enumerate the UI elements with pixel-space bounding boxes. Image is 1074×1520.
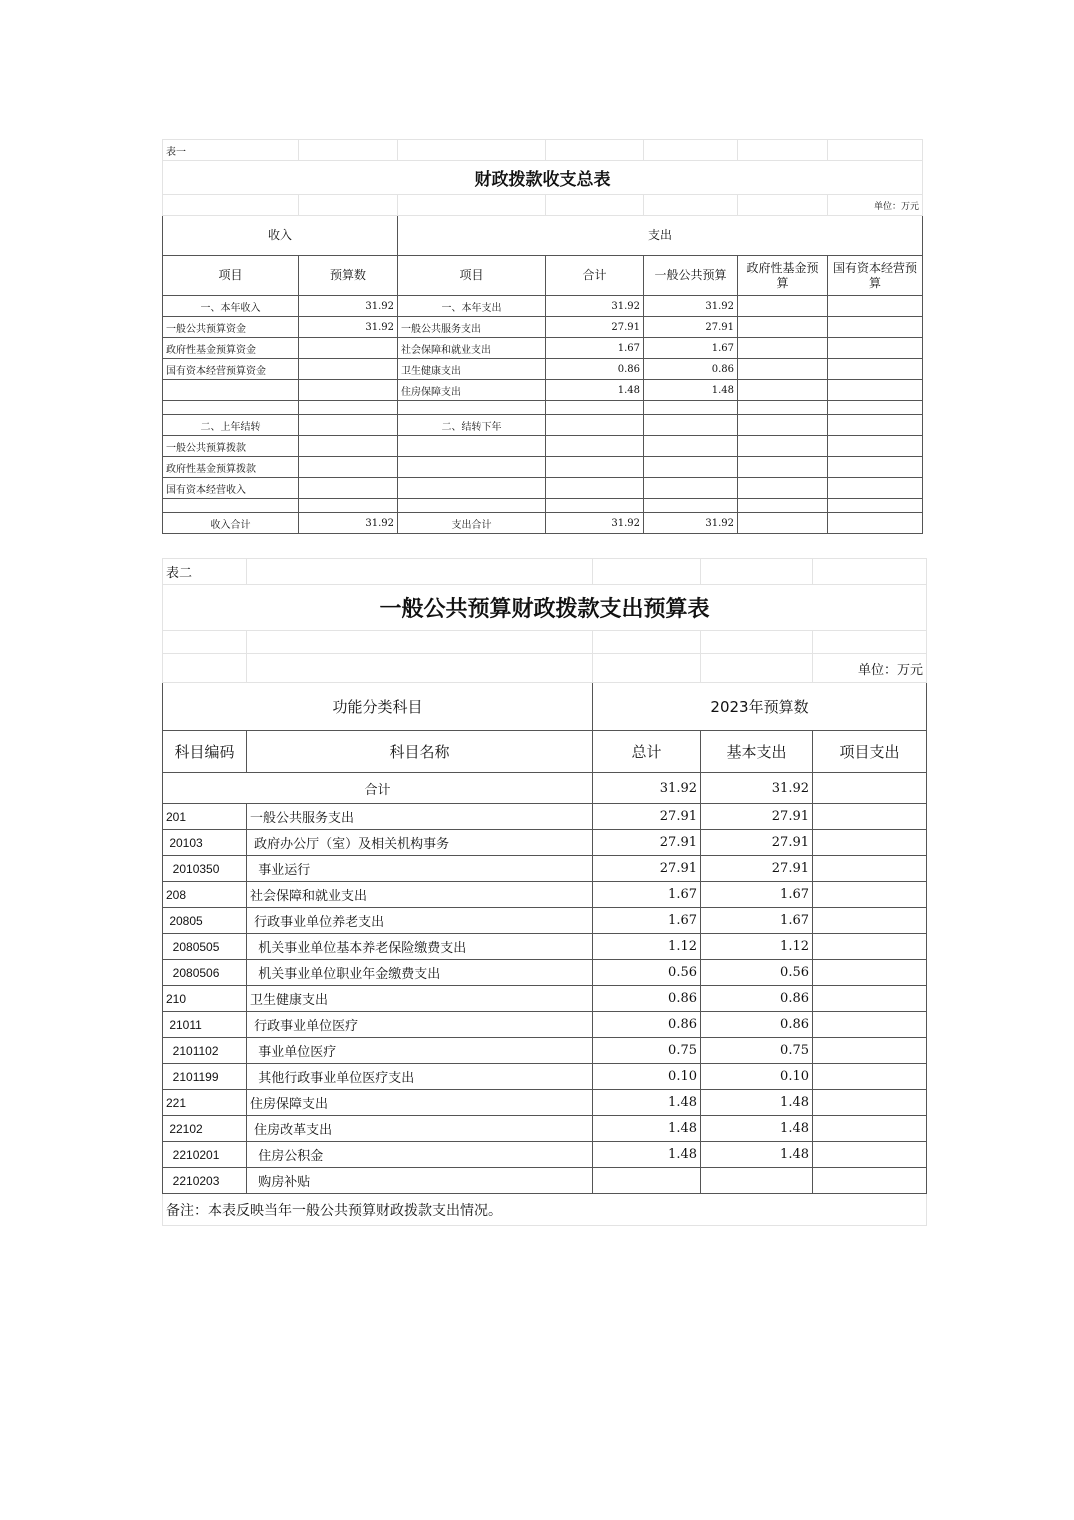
table-row: 22102 住房改革支出 1.48 1.48 xyxy=(163,1116,927,1142)
table-label: 表一 xyxy=(163,140,299,161)
column-header: 项目支出 xyxy=(813,731,927,773)
table-row: 一般公共预算拨款 xyxy=(163,436,923,457)
sum-row: 合计 31.92 31.92 xyxy=(163,773,927,804)
income-header: 收入 xyxy=(163,216,398,256)
table-row: 国有资本经营收入 xyxy=(163,478,923,499)
table-row: 221 住房保障支出 1.48 1.48 xyxy=(163,1090,927,1116)
column-header: 政府性基金预算 xyxy=(738,256,828,296)
column-header: 合计 xyxy=(546,256,644,296)
column-header: 预算数 xyxy=(299,256,398,296)
table-row: 政府性基金预算资金 社会保障和就业支出 1.67 1.67 xyxy=(163,338,923,359)
table-row: 住房保障支出 1.48 1.48 xyxy=(163,380,923,401)
table-row: 一般公共预算资金 31.92 一般公共服务支出 27.91 27.91 xyxy=(163,317,923,338)
expense-header: 支出 xyxy=(398,216,923,256)
table-row: 210 卫生健康支出 0.86 0.86 xyxy=(163,986,927,1012)
total-row: 收入合计 31.92 支出合计 31.92 31.92 xyxy=(163,513,923,534)
column-header: 基本支出 xyxy=(701,731,813,773)
column-header: 总计 xyxy=(593,731,701,773)
column-header: 科目名称 xyxy=(247,731,593,773)
table-row: 一、本年收入 31.92 一、本年支出 31.92 31.92 xyxy=(163,296,923,317)
table-row: 20103 政府办公厅（室）及相关机构事务 27.91 27.91 xyxy=(163,830,927,856)
budget-header: 2023年预算数 xyxy=(593,683,927,731)
table-row: 2101102 事业单位医疗 0.75 0.75 xyxy=(163,1038,927,1064)
table-row: 国有资本经营预算资金 卫生健康支出 0.86 0.86 xyxy=(163,359,923,380)
note-text: 备注：本表反映当年一般公共预算财政拨款支出情况。 xyxy=(163,1194,927,1226)
table-row: 20805 行政事业单位养老支出 1.67 1.67 xyxy=(163,908,927,934)
column-header: 项目 xyxy=(398,256,546,296)
unit-label: 单位：万元 xyxy=(828,195,923,216)
column-header: 科目编码 xyxy=(163,731,247,773)
table-label: 表二 xyxy=(163,559,247,585)
table-row: 2080506 机关事业单位职业年金缴费支出 0.56 0.56 xyxy=(163,960,927,986)
column-header: 国有资本经营预算 xyxy=(828,256,923,296)
table-row: 2101199 其他行政事业单位医疗支出 0.10 0.10 xyxy=(163,1064,927,1090)
table-title: 财政拨款收支总表 xyxy=(163,161,923,195)
expenditure-budget-table xyxy=(162,558,927,1226)
function-header: 功能分类科目 xyxy=(163,683,593,731)
column-header: 一般公共预算 xyxy=(644,256,738,296)
table-row: 2080505 机关事业单位基本养老保险缴费支出 1.12 1.12 xyxy=(163,934,927,960)
table-row: 208 社会保障和就业支出 1.67 1.67 xyxy=(163,882,927,908)
table-title: 一般公共预算财政拨款支出预算表 xyxy=(163,585,927,631)
table-row: 2210201 住房公积金 1.48 1.48 xyxy=(163,1142,927,1168)
table-row: 201 一般公共服务支出 27.91 27.91 xyxy=(163,804,927,830)
table-row: 21011 行政事业单位医疗 0.86 0.86 xyxy=(163,1012,927,1038)
table-row: 政府性基金预算拨款 xyxy=(163,457,923,478)
fiscal-summary-table xyxy=(162,139,923,534)
column-header: 项目 xyxy=(163,256,299,296)
table-row: 二、上年结转 二、结转下年 xyxy=(163,415,923,436)
table-row: 2010350 事业运行 27.91 27.91 xyxy=(163,856,927,882)
unit-label: 单位：万元 xyxy=(813,654,927,683)
table-row: 2210203 购房补贴 xyxy=(163,1168,927,1194)
